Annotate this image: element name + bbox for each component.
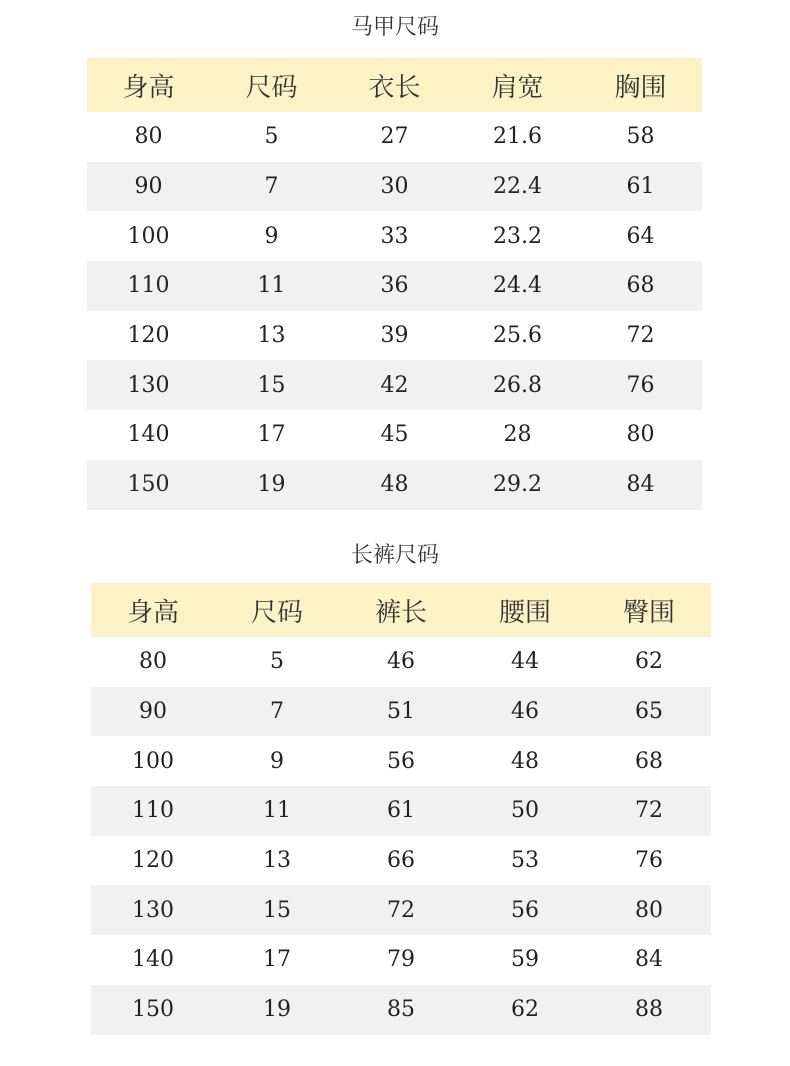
table-cell: 120	[127, 323, 170, 349]
table-cell: 110	[91, 786, 215, 836]
table-cell: 17	[257, 422, 286, 448]
table-cell: 76	[635, 848, 663, 874]
table-cell: 25.6	[493, 323, 542, 349]
table-cell: 48	[511, 748, 539, 774]
column-header: 衣长	[333, 58, 456, 112]
table-cell: 62	[635, 649, 663, 675]
table-cell: 68	[635, 748, 663, 774]
table-cell: 7	[210, 162, 333, 212]
table-cell: 9	[264, 223, 279, 249]
table-cell: 80	[134, 124, 163, 150]
table-cell: 130	[87, 360, 210, 410]
table-cell: 130	[91, 885, 215, 935]
table-cell: 39	[380, 323, 409, 349]
table-row	[91, 736, 711, 786]
table-row	[91, 935, 711, 985]
table-cell: 5	[270, 649, 284, 675]
table-cell: 11	[215, 786, 339, 836]
table-row	[87, 162, 702, 212]
table-row	[87, 410, 702, 460]
table-cell: 150	[87, 460, 210, 510]
table-cell: 30	[333, 162, 456, 212]
table-cell: 15	[210, 360, 333, 410]
table-cell: 22.4	[456, 162, 579, 212]
table-cell: 26.8	[456, 360, 579, 410]
table-row	[91, 637, 711, 687]
table-cell: 150	[91, 985, 215, 1035]
table-cell: 79	[387, 947, 415, 973]
table-row	[91, 836, 711, 886]
table-cell: 64	[626, 223, 655, 249]
table-row	[91, 885, 711, 935]
table-cell: 66	[387, 848, 415, 874]
table-row	[87, 112, 702, 162]
table-cell: 48	[333, 460, 456, 510]
column-header: 肩宽	[456, 58, 579, 112]
table-cell: 120	[132, 848, 174, 874]
table-cell: 19	[215, 985, 339, 1035]
table-row	[91, 687, 711, 737]
pants-size-title: 长裤尺码	[350, 543, 439, 568]
table-cell: 84	[635, 947, 663, 973]
table-cell: 9	[270, 748, 284, 774]
table-cell: 58	[626, 124, 655, 150]
table-cell: 51	[339, 687, 463, 737]
table-cell: 76	[579, 360, 702, 410]
table-cell: 85	[339, 985, 463, 1035]
column-header: 腰围	[463, 583, 587, 637]
table-cell: 7	[215, 687, 339, 737]
table-cell: 61	[579, 162, 702, 212]
table-cell: 140	[127, 422, 170, 448]
table-header-row	[91, 583, 711, 637]
table-row	[91, 985, 711, 1035]
table-cell: 140	[132, 947, 174, 973]
table-cell: 24.4	[456, 261, 579, 311]
table-cell: 80	[587, 885, 711, 935]
table-cell: 19	[210, 460, 333, 510]
table-row	[87, 261, 702, 311]
table-cell: 44	[511, 649, 539, 675]
table-row	[91, 786, 711, 836]
table-cell: 88	[587, 985, 711, 1035]
table-cell: 100	[132, 748, 174, 774]
table-cell: 72	[587, 786, 711, 836]
column-header: 尺码	[210, 58, 333, 112]
table-cell: 53	[511, 848, 539, 874]
table-cell: 65	[587, 687, 711, 737]
table-cell: 13	[257, 323, 286, 349]
table-header-row	[87, 58, 702, 112]
table-cell: 61	[339, 786, 463, 836]
table-cell: 72	[339, 885, 463, 935]
table-cell: 36	[333, 261, 456, 311]
table-cell: 46	[387, 649, 415, 675]
table-cell: 100	[127, 223, 170, 249]
table-cell: 29.2	[456, 460, 579, 510]
column-header: 身高	[91, 583, 215, 637]
table-cell: 90	[87, 162, 210, 212]
table-cell: 80	[626, 422, 655, 448]
table-cell: 27	[380, 124, 409, 150]
table-cell: 13	[263, 848, 291, 874]
table-cell: 90	[91, 687, 215, 737]
table-cell: 46	[463, 687, 587, 737]
column-header: 尺码	[215, 583, 339, 637]
table-cell: 56	[387, 748, 415, 774]
table-cell: 28	[503, 422, 532, 448]
table-cell: 56	[463, 885, 587, 935]
table-cell: 15	[215, 885, 339, 935]
table-row	[87, 360, 702, 410]
vest-size-table	[87, 58, 702, 510]
table-cell: 17	[263, 947, 291, 973]
table-cell: 42	[333, 360, 456, 410]
table-cell: 72	[626, 323, 655, 349]
table-cell: 45	[380, 422, 409, 448]
table-cell: 33	[380, 223, 409, 249]
table-cell: 59	[511, 947, 539, 973]
table-row	[87, 311, 702, 361]
table-cell: 5	[264, 124, 279, 150]
column-header: 臀围	[587, 583, 711, 637]
table-row	[87, 211, 702, 261]
table-cell: 110	[87, 261, 210, 311]
column-header: 裤长	[339, 583, 463, 637]
pants-size-table	[91, 583, 711, 1035]
table-cell: 84	[579, 460, 702, 510]
table-cell: 23.2	[493, 223, 542, 249]
table-cell: 68	[579, 261, 702, 311]
table-cell: 62	[463, 985, 587, 1035]
column-header: 身高	[87, 58, 210, 112]
table-cell: 80	[139, 649, 167, 675]
vest-size-title: 马甲尺码	[350, 15, 439, 40]
column-header: 胸围	[579, 58, 702, 112]
table-cell: 21.6	[493, 124, 542, 150]
table-row	[87, 460, 702, 510]
table-cell: 11	[210, 261, 333, 311]
table-cell: 50	[463, 786, 587, 836]
